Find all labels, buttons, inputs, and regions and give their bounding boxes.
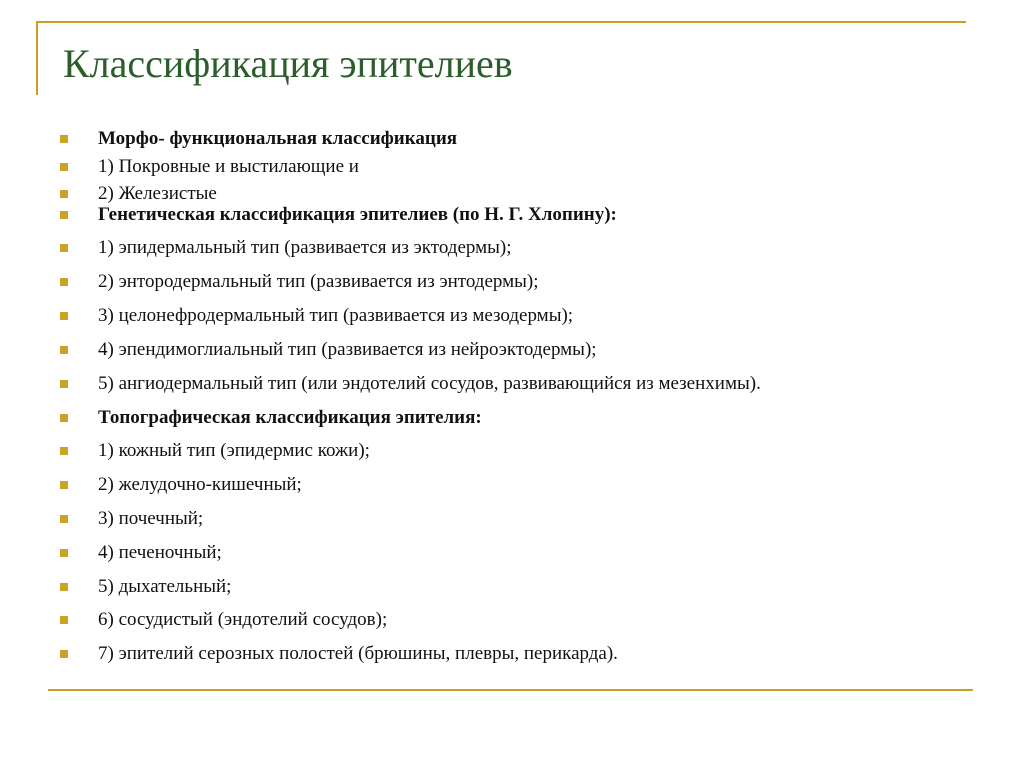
list-item-text: 1) кожный тип (эпидермис кожи); xyxy=(98,440,370,461)
list-item-text: Генетическая классификация эпителиев (по Н. Г. Хлопину): xyxy=(98,204,617,225)
list-item-text: 4) эпендимоглиальный тип (развивается из нейроэктодермы); xyxy=(98,339,597,360)
square-bullet-icon xyxy=(60,244,68,252)
list-item-text: 5) ангиодермальный тип (или эндотелий сосудов, развивающийся из мезенхимы). xyxy=(98,373,761,394)
list-item-text: 4) печеночный; xyxy=(98,542,222,563)
list-item-text: Морфо- функциональная классификация xyxy=(98,128,458,149)
slide-title: Классификация эпителиев xyxy=(63,41,513,86)
square-bullet-icon xyxy=(60,312,68,320)
square-bullet-icon xyxy=(60,549,68,557)
square-bullet-icon xyxy=(60,414,68,422)
square-bullet-icon xyxy=(60,616,68,624)
list-item-text: Топографическая классификация эпителия: xyxy=(98,407,482,428)
frame-top-line xyxy=(36,21,966,23)
square-bullet-icon xyxy=(60,447,68,455)
list-item-text: 2) энтородермальный тип (развивается из энтодермы); xyxy=(98,271,539,292)
list-item-text: 1) Покровные и выстилающие и xyxy=(98,156,359,177)
list-item-text: 5) дыхательный; xyxy=(98,576,232,597)
square-bullet-icon xyxy=(60,135,68,143)
square-bullet-icon xyxy=(60,650,68,658)
square-bullet-icon xyxy=(60,211,68,219)
frame-bottom-line xyxy=(48,689,973,691)
list-item-text: 2) желудочно-кишечный; xyxy=(98,474,302,495)
square-bullet-icon xyxy=(60,481,68,489)
square-bullet-icon xyxy=(60,583,68,591)
square-bullet-icon xyxy=(60,380,68,388)
square-bullet-icon xyxy=(60,190,68,198)
list-item-text: 1) эпидермальный тип (развивается из эктодермы); xyxy=(98,237,512,258)
list-item-text: 2) Железистые xyxy=(98,183,217,204)
frame-left-line xyxy=(36,21,38,95)
square-bullet-icon xyxy=(60,515,68,523)
square-bullet-icon xyxy=(60,278,68,286)
square-bullet-icon xyxy=(60,163,68,171)
list-item-text: 7) эпителий серозных полостей (брюшины, плевры, перикарда). xyxy=(98,643,618,664)
list-item-text: 6) сосудистый (эндотелий сосудов); xyxy=(98,609,388,630)
list-item-text: 3) почечный; xyxy=(98,508,204,529)
square-bullet-icon xyxy=(60,346,68,354)
list-item-text: 3) целонефродермальный тип (развивается из мезодермы); xyxy=(98,305,574,326)
